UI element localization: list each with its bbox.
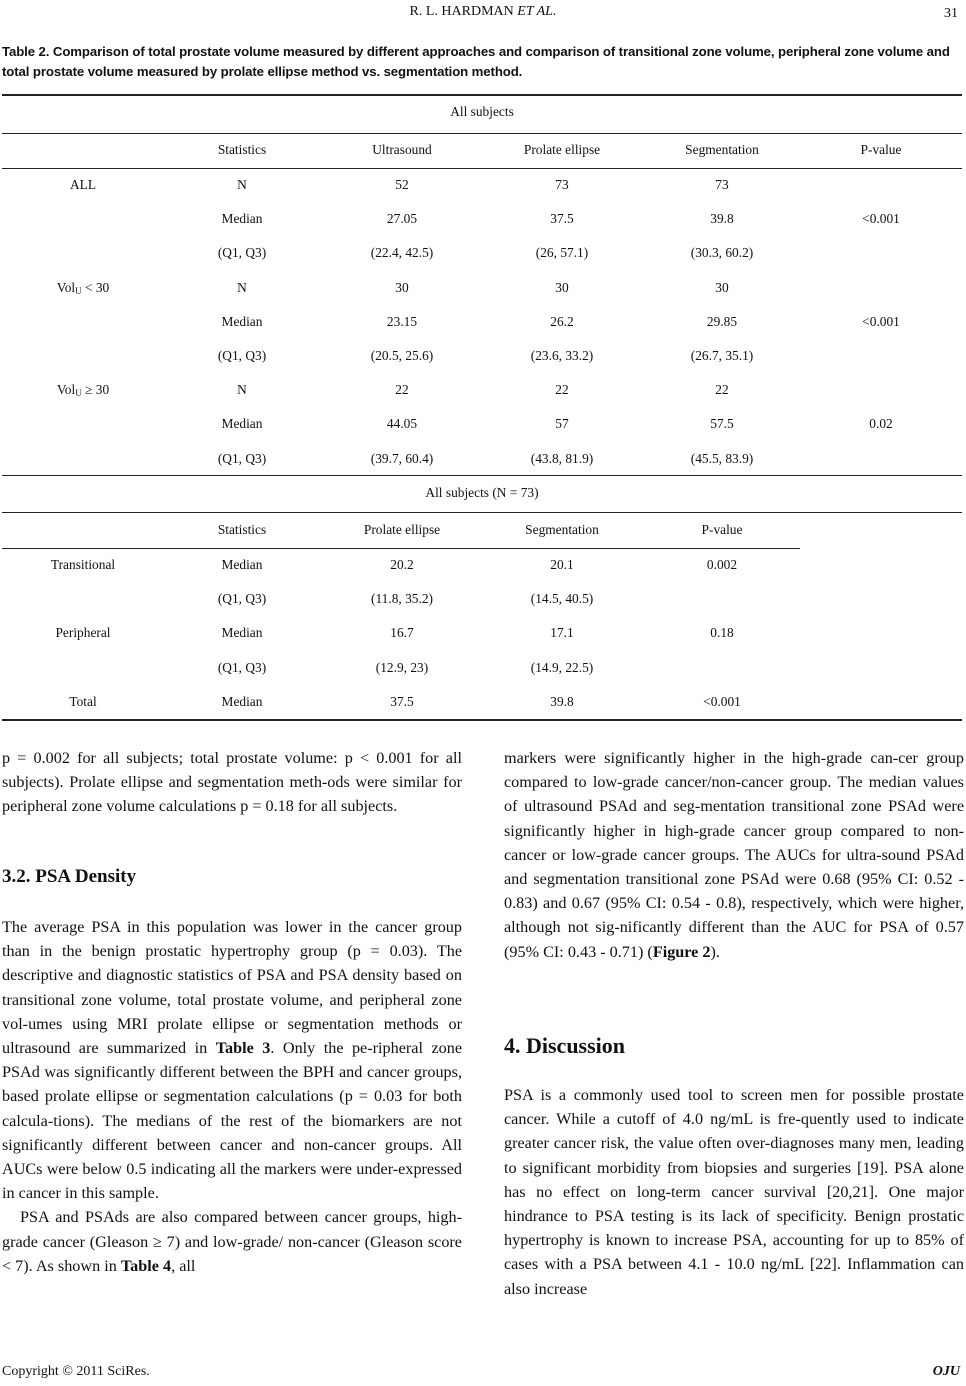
header-rule — [2, 168, 962, 169]
table-cell: (Q1, Q3) — [217, 591, 267, 607]
table-cell: (20.5, 25.6) — [370, 348, 434, 363]
p-value-cell: <0.001 — [862, 211, 900, 227]
header-rule — [2, 548, 800, 549]
section-title-all-subjects: All subjects — [450, 104, 514, 119]
column-header: Prolate ellipse — [363, 522, 441, 537]
page-number: 31 — [944, 6, 958, 21]
table-cell: 0.002 — [706, 557, 738, 572]
table-cell: (23.6, 33.2) — [530, 348, 594, 363]
table-4-reference: Table 4 — [120, 1256, 172, 1275]
paragraph-text: The average PSA in this population was lower in the cancer group than in the benign prostatic hypertrophy group (p = 0.03). The descriptive and diagnostic statistics of PSA and PSA density based on transitional zone volume, total prostate volume, and peripheral zone vol-umes using MRI prolate ellipse or segmentation methods or ultrasound are summarized in — [2, 918, 462, 1058]
footer-copyright: Copyright © 2011 SciRes. — [2, 1364, 150, 1379]
section-rule — [2, 133, 962, 134]
table-cell: 22 — [395, 382, 409, 398]
column-header: P-value — [701, 522, 743, 537]
table-cell: (12.9, 23) — [375, 659, 429, 675]
table-cell: (Q1, Q3) — [217, 659, 267, 675]
zone-label: Peripheral — [55, 625, 111, 641]
group-label: ALL — [69, 177, 97, 192]
column-header: Segmentation — [685, 142, 759, 157]
column-header: Statistics — [217, 142, 267, 157]
table-cell: (43.8, 81.9) — [530, 450, 594, 466]
table-cell: Median — [221, 557, 263, 572]
table-top-rule — [2, 94, 962, 96]
table-3-reference: Table 3 — [215, 1039, 271, 1058]
section-heading-psa-density: 3.2. PSA Density — [2, 866, 137, 887]
group-label: Vol$_U$ ≥ 30 — [56, 382, 110, 399]
table-cell: 30 — [555, 279, 569, 295]
table-cell: (39.7, 60.4) — [370, 450, 434, 466]
table-cell: 57.5 — [710, 416, 734, 432]
group-label: Vol$_U$ < 30 — [56, 279, 110, 296]
section-title-n73: All subjects (N = 73) — [425, 485, 539, 500]
table-cell: (14.5, 40.5) — [530, 591, 594, 607]
table-cell: Median — [221, 313, 263, 329]
right-column-para-1 — [504, 746, 964, 964]
section-heading-discussion: 4. Discussion — [504, 1033, 626, 1058]
column-header: Statistics — [217, 522, 267, 537]
table-cell: Median — [221, 416, 263, 432]
table-cell: (14.9, 22.5) — [530, 659, 594, 675]
column-header: Segmentation — [525, 522, 599, 537]
table-cell: Median — [221, 693, 263, 709]
zone-label: Transitional — [50, 557, 116, 572]
table-cell: N — [237, 382, 247, 398]
table-cell: (Q1, Q3) — [217, 348, 267, 363]
figure-2-reference: Figure 2 — [652, 942, 711, 961]
table-cell: 29.85 — [706, 313, 738, 329]
table-cell: 30 — [715, 279, 729, 295]
table-caption: Table 2. Comparison of total prostate volume measured by different approaches and comparison of transitional zone volume, peripheral zone volume and total prostate volume measured by prolate ellipse method vs. segmentation method. — [2, 44, 950, 79]
table-cell: 37.5 — [550, 211, 574, 227]
paragraph: PSA is a commonly used tool to screen men for possible prostate cancer. While a cutoff of 4.0 ng/mL is fre-quently used to indicate greater cancer risk, the value often over-diagnoses many men, leading to significant morbidity from biopsies and surgeries [19]. PSA alone has no effect on long-term cancer survival [20,21]. One major hindrance to PSA testing is its lack of specificity. Benign prostatic hypertrophy is known to increase PSA, accounting for up to 85% of cases with a PSA between 4.1 - 10.0 ng/mL [22]. Inflammation can also increase — [504, 1086, 964, 1298]
table-cell: (30.3, 60.2) — [690, 245, 754, 261]
zone-label: Total — [69, 693, 97, 709]
table-cell: 16.7 — [390, 625, 414, 641]
table-cell: N — [237, 279, 247, 295]
table-cell: (Q1, Q3) — [217, 450, 267, 466]
section-rule — [2, 512, 962, 513]
paragraph-text-cont: ). — [710, 942, 720, 961]
table-cell: Median — [221, 625, 263, 641]
table-cell: 27.05 — [386, 211, 418, 227]
table-cell: Median — [221, 211, 263, 227]
table-cell: 73 — [555, 177, 569, 192]
table-cell: (45.5, 83.9) — [690, 450, 754, 466]
table-cell: (11.8, 35.2) — [371, 591, 433, 607]
table-cell: 22 — [555, 382, 569, 398]
table-bottom-rule — [2, 719, 962, 721]
header-author: R. L. HARDMAN — [409, 4, 514, 19]
section-rule — [2, 475, 962, 476]
column-header: Prolate ellipse — [523, 142, 601, 157]
running-header — [0, 4, 966, 20]
table-cell: (26, 57.1) — [535, 245, 589, 261]
paragraph-text-cont: . Only the pe-ripheral zone PSAd was significantly different between the BPH and cancer groups, based prolate ellipse or segmentation calculations (p = 0.03 for both calcula-tions). The medians of the rest of the biomarkers are not significantly different between cancer and non-cancer groups. All AUCs were below 0.5 indicating all the markers were under-expressed in cancer in this sample. — [2, 1039, 462, 1203]
table-cell: 17.1 — [550, 625, 574, 641]
table-cell: 37.5 — [390, 693, 414, 709]
footer-journal: OJU — [932, 1364, 960, 1379]
table-cell: 0.18 — [710, 625, 734, 641]
table-cell: <0.001 — [703, 693, 741, 709]
table-cell: 73 — [715, 177, 729, 192]
table-cell: 23.15 — [386, 313, 418, 329]
p-value-cell: 0.02 — [869, 416, 893, 432]
paragraph-text: markers were significantly higher in the high-grade can-cer group compared to low-grade cancer/non-cancer group. The median values of ultrasound PSAd and seg-mentation transitional zone PSAd were significantly higher in high-grade cancer group compared to non-cancer or low-grade cancer groups. The AUCs for ultra-sound PSAd and segmentation transitional zone PSAd were 0.68 (95% CI: 0.52 - 0.83) and 0.67 (95% CI: 0.54 - 0.8), respectively, which were higher, although not sig-nificantly different than the AUC for PSA of 0.57 (95% CI: 0.43 - 0.71) ( — [504, 749, 964, 961]
p-value-cell: <0.001 — [862, 313, 900, 329]
table-cell: 26.2 — [550, 313, 574, 329]
paragraph-text-cont: , all — [171, 1256, 196, 1275]
table-cell: 20.2 — [390, 557, 414, 572]
table-cell: 57 — [555, 416, 569, 432]
right-column-para-2 — [504, 1083, 964, 1301]
table-cell: (26.7, 35.1) — [690, 348, 754, 363]
left-column-para-1 — [2, 746, 462, 819]
table-cell: 22 — [715, 382, 729, 398]
column-header: P-value — [860, 142, 902, 157]
table-cell: 44.05 — [386, 416, 418, 432]
paragraph-text: PSA and PSAds are also compared between cancer groups, high-grade cancer (Gleason ≥ 7) and low-grade/ non-cancer (Gleason score < 7). As shown in — [2, 1208, 462, 1275]
table-cell: 39.8 — [710, 211, 734, 227]
header-etal: ET AL. — [517, 4, 557, 19]
table-cell: 39.8 — [550, 693, 574, 709]
table-cell: (Q1, Q3) — [217, 245, 267, 261]
column-header: Ultrasound — [372, 142, 432, 157]
table-cell: N — [237, 177, 247, 192]
table-cell: 30 — [395, 279, 409, 295]
paragraph: p = 0.002 for all subjects; total prostate volume: p < 0.001 for all subjects). Prolate ellipse and segmentation meth-ods were similar for peripheral zone volume calculations p = 0.18 for all subjects. — [2, 749, 462, 816]
left-column-para-2 — [2, 915, 462, 1278]
table-cell: 52 — [395, 177, 409, 192]
table-cell: (22.4, 42.5) — [370, 245, 434, 261]
table-cell: 20.1 — [550, 557, 574, 572]
